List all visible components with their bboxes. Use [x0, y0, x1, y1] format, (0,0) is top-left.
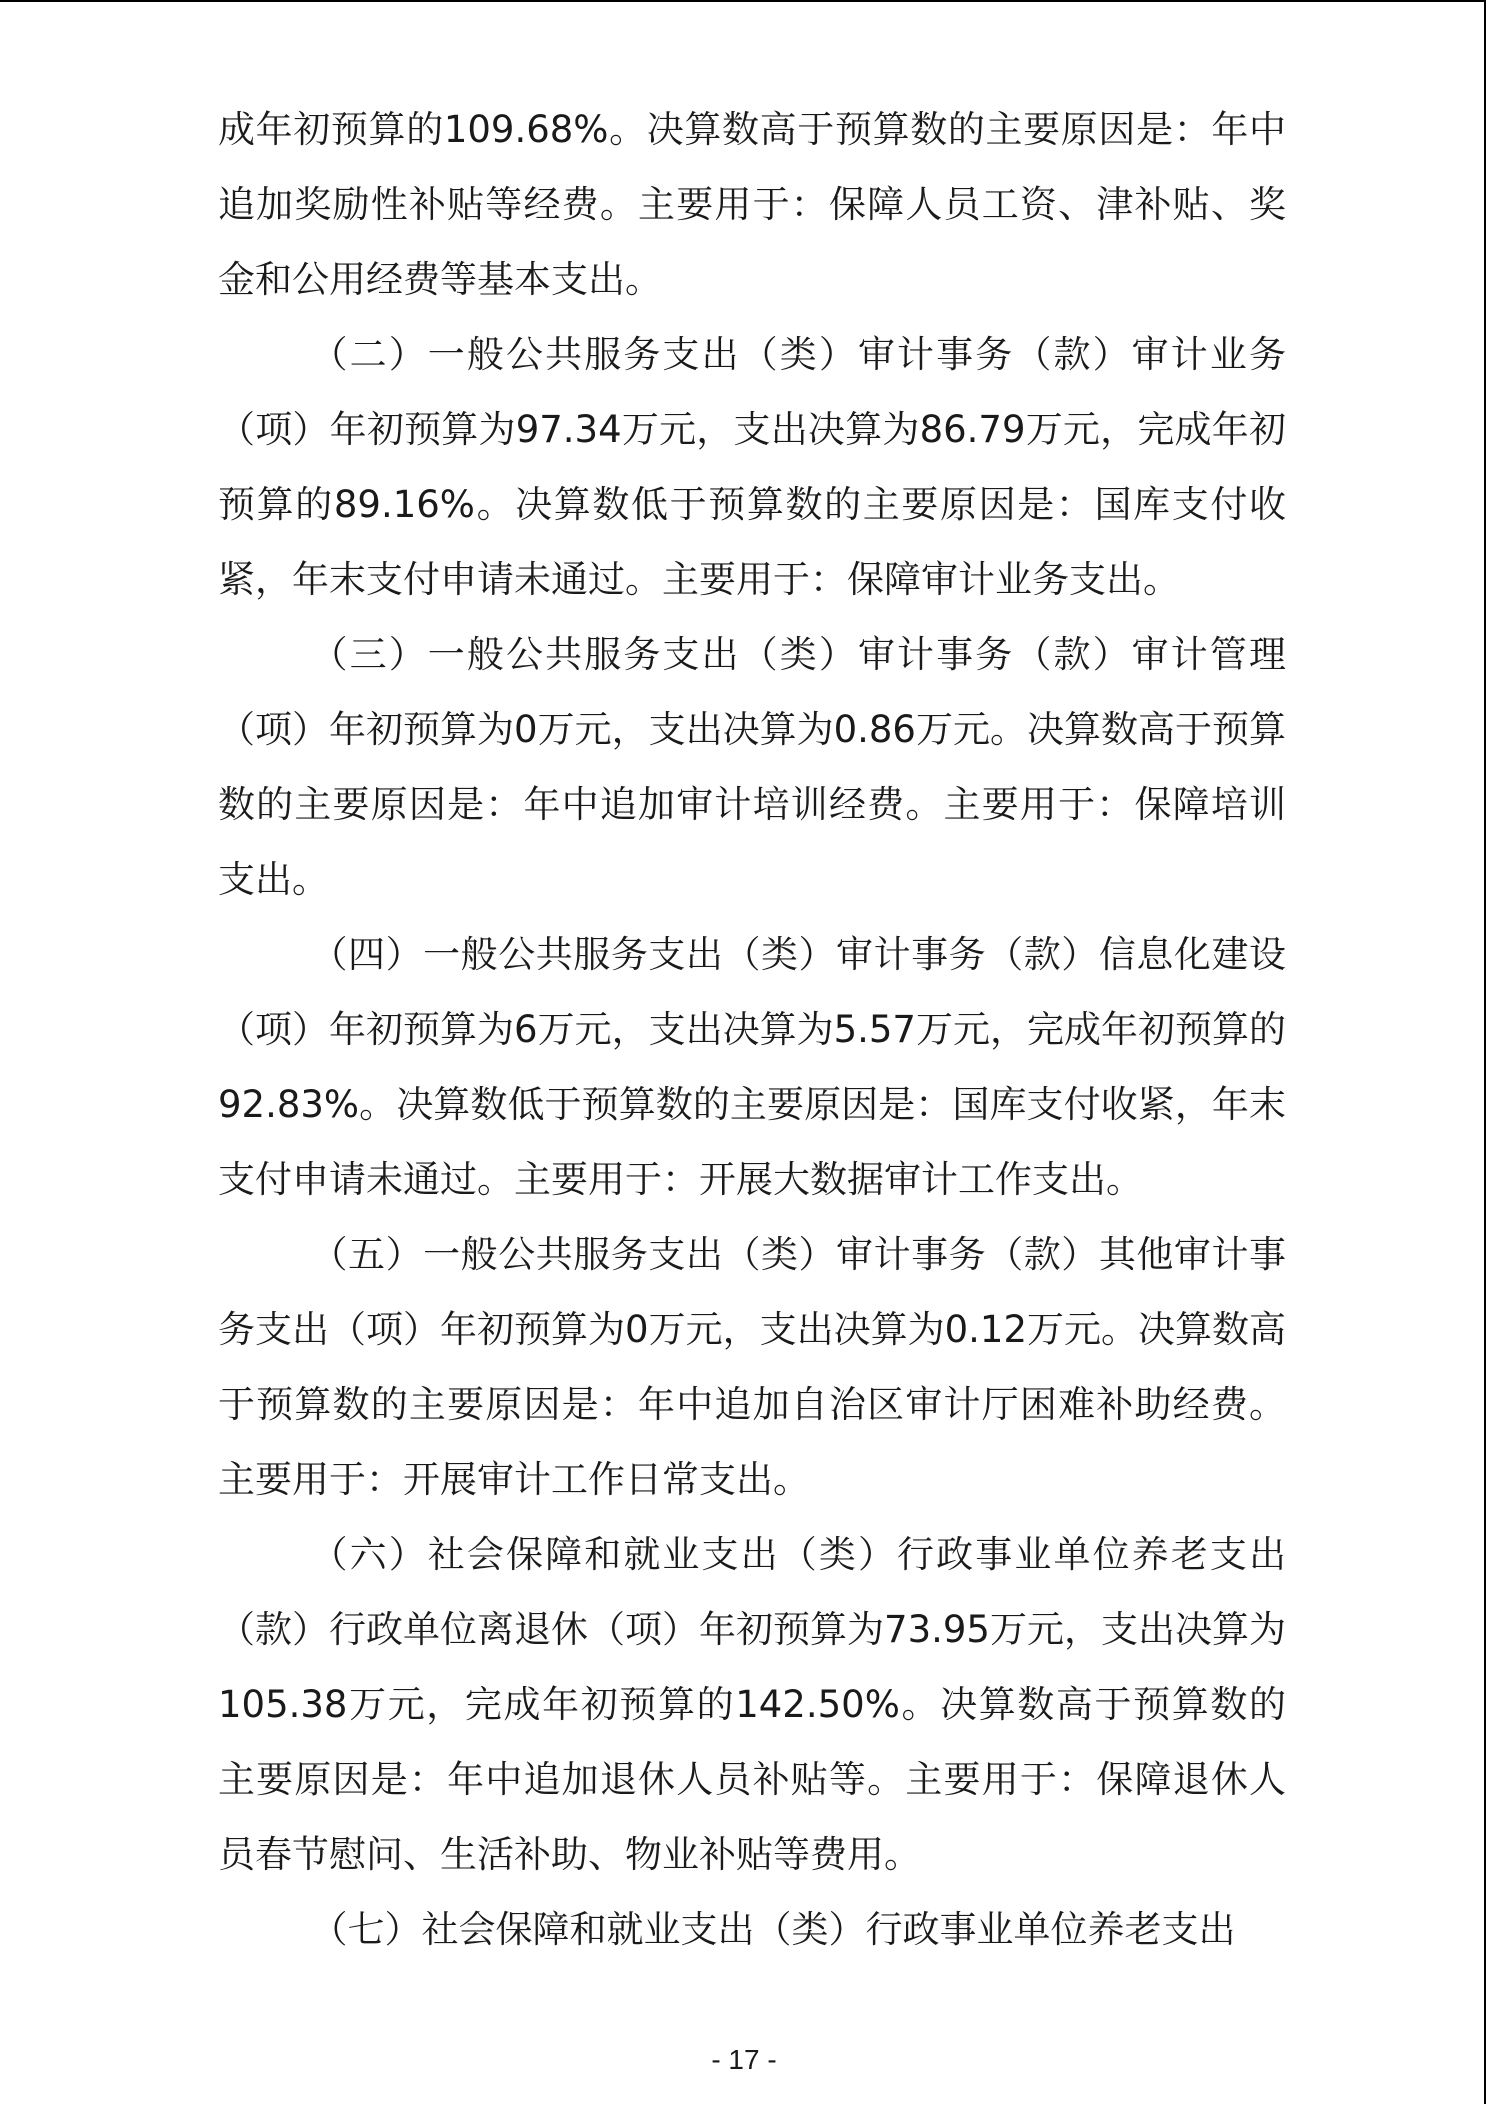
- paragraph-item-2: （二）一般公共服务支出（类）审计事务（款）审计业务（项）年初预算为97.34万元，支出决算为86.79万元，完成年初预算的89.16%。决算数低于预算数的主要原因是：国库支付收紧，年末支付申请未通过。主要用于：保障审计业务支出。: [218, 333, 1286, 601]
- paragraph-item-6: （六）社会保障和就业支出（类）行政事业单位养老支出（款）行政单位离退休（项）年初预算为73.95万元，支出决算为105.38万元，完成年初预算的142.50%。决算数高于预算数的主要原因是：年中追加退休人员补贴等。主要用于：保障退休人员春节慰问、生活补助、物业补贴等费用。: [218, 1533, 1286, 1876]
- page-number: - 17 -: [711, 2044, 777, 2075]
- paragraph-item-7: （七）社会保障和就业支出（类）行政事业单位养老支出: [310, 1908, 1236, 1951]
- paragraph-item-4: （四）一般公共服务支出（类）审计事务（款）信息化建设（项）年初预算为6万元，支出决算为5.57万元，完成年初预算的92.83%。决算数低于预算数的主要原因是：国库支付收紧，年末支付申请未通过。主要用于：开展大数据审计工作支出。: [218, 933, 1286, 1201]
- paragraph-item-5: （五）一般公共服务支出（类）审计事务（款）其他审计事务支出（项）年初预算为0万元，支出决算为0.12万元。决算数高于预算数的主要原因是：年中追加自治区审计厅困难补助经费。主要用于：开展审计工作日常支出。: [218, 1233, 1286, 1501]
- document-body: [218, 92, 1286, 1967]
- paragraph-item-3: （三）一般公共服务支出（类）审计事务（款）审计管理（项）年初预算为0万元，支出决算为0.86万元。决算数高于预算数的主要原因是：年中追加审计培训经费。主要用于：保障培训支出。: [218, 633, 1286, 901]
- paragraph-continuation: 成年初预算的109.68%。决算数高于预算数的主要原因是：年中追加奖励性补贴等经费。主要用于：保障人员工资、津补贴、奖金和公用经费等基本支出。: [218, 108, 1286, 301]
